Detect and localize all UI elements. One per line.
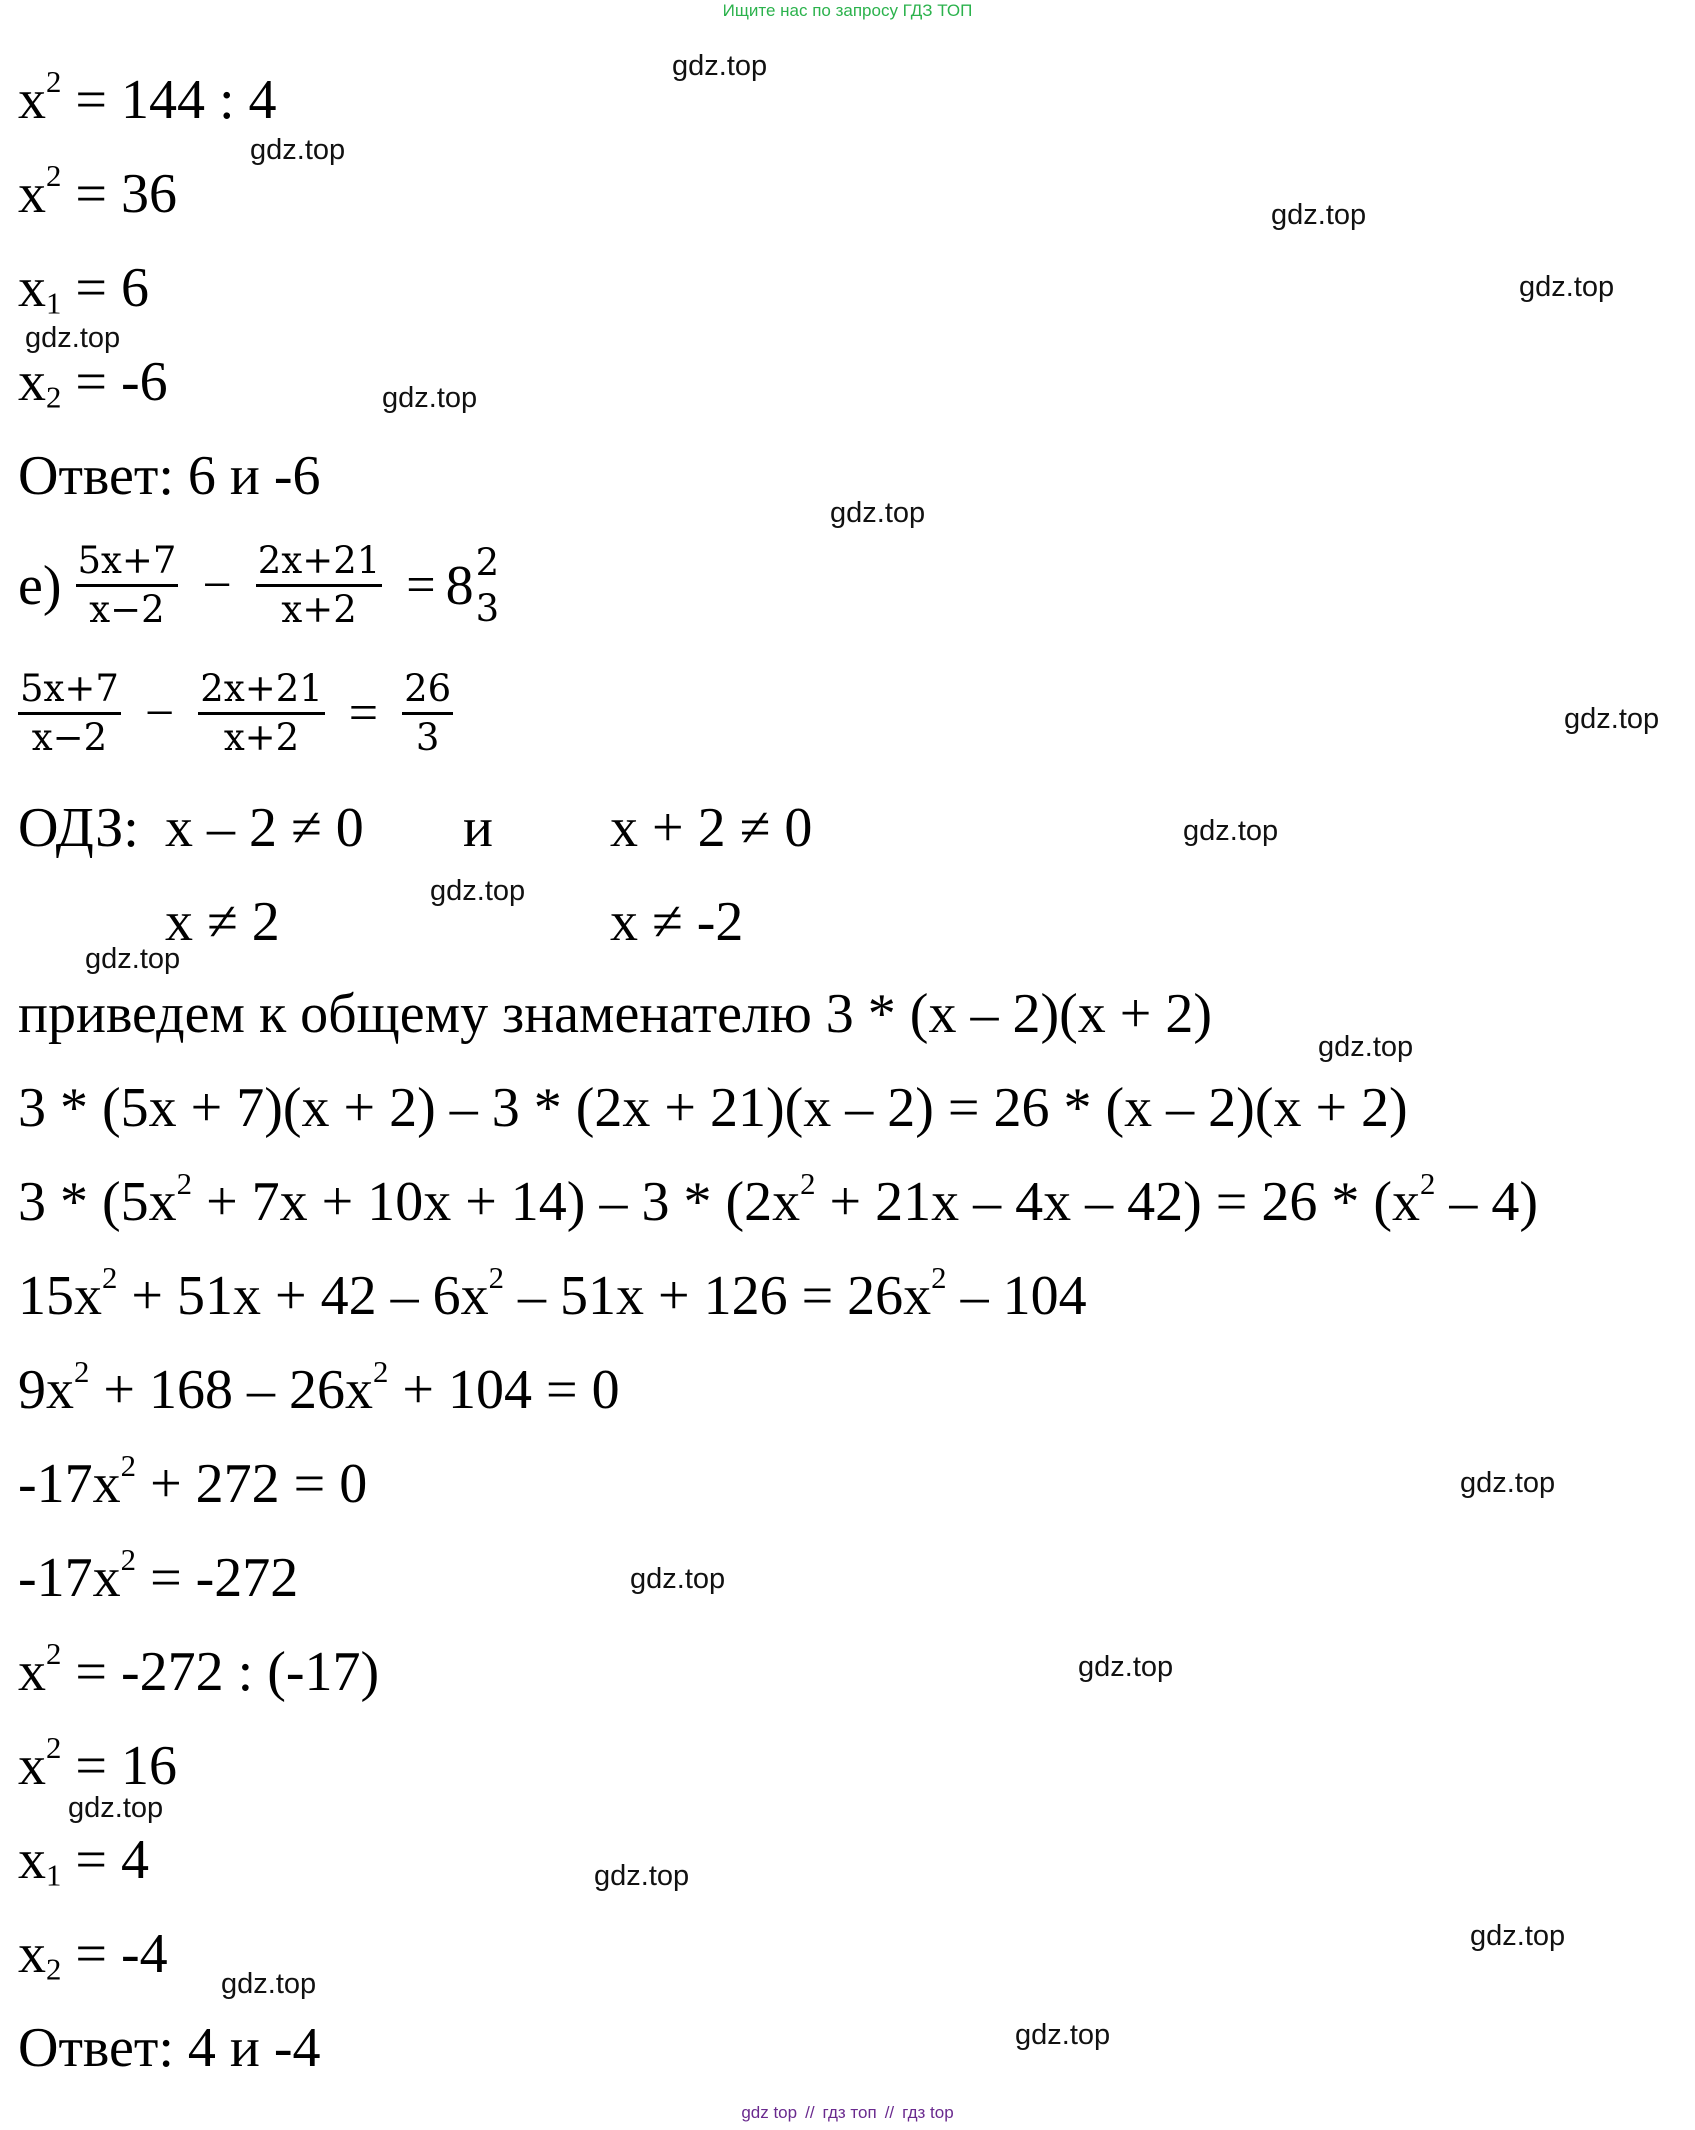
- exponent: 2: [800, 1166, 816, 1201]
- watermark: gdz.top: [85, 943, 181, 975]
- eq-line: [18, 257, 149, 321]
- odz-result-1: x ≠ 2: [165, 891, 280, 953]
- watermark: gdz.top: [594, 1860, 690, 1892]
- odz-condition-1: x – 2 ≠ 0: [165, 797, 364, 859]
- odz-condition-2: x + 2 ≠ 0: [610, 797, 813, 859]
- var: x: [18, 257, 46, 319]
- footer-separator: //: [805, 2103, 815, 2122]
- expr: = -4: [61, 1923, 168, 1985]
- var: x: [18, 351, 46, 413]
- eq-line: [18, 1166, 1539, 1233]
- eq-line: [18, 1542, 299, 1609]
- exponent: 2: [46, 64, 62, 99]
- expr: + 21x – 4x – 42) = 26 * (x: [815, 1171, 1420, 1233]
- expr: x: [18, 1735, 46, 1797]
- watermark: gdz.top: [382, 382, 478, 414]
- expr: + 272 = 0: [136, 1453, 368, 1515]
- subscript: 1: [46, 1858, 62, 1893]
- equals-sign: =: [406, 556, 436, 614]
- answer-d: Ответ: 6 и -6: [18, 445, 321, 507]
- exponent: 2: [120, 1448, 137, 1483]
- eq-line: [18, 64, 277, 131]
- watermark: gdz.top: [830, 497, 926, 529]
- exponent: 2: [46, 158, 62, 193]
- denominator: x+2: [223, 716, 300, 759]
- fraction-1: [18, 666, 121, 761]
- eq-line: [18, 1260, 1087, 1327]
- answer-e: Ответ: 4 и -4: [18, 2017, 321, 2079]
- exponent: 2: [373, 1354, 389, 1389]
- eq-line: [18, 351, 168, 415]
- exponent: 2: [120, 1542, 137, 1577]
- numerator: 2x+21: [198, 666, 325, 715]
- expr: + 168 – 26x: [89, 1359, 373, 1421]
- root-2: [18, 1923, 168, 1987]
- numerator: 26: [402, 666, 453, 715]
- exponent: 2: [488, 1260, 504, 1295]
- watermark: gdz.top: [1519, 271, 1615, 303]
- eq-line: [18, 1636, 380, 1703]
- minus-sign: −: [202, 556, 232, 614]
- watermark: gdz.top: [1183, 815, 1279, 847]
- fraction-2: [256, 538, 383, 633]
- watermark: gdz.top: [68, 1792, 164, 1824]
- var: x: [18, 1829, 46, 1891]
- fraction-1: [76, 538, 179, 633]
- exponent: 2: [74, 1354, 90, 1389]
- footer-link[interactable]: gdz top: [741, 2103, 798, 2122]
- expr: = -6: [61, 351, 168, 413]
- footer-link[interactable]: гдз top: [902, 2103, 954, 2122]
- footer-separator: //: [884, 2103, 895, 2122]
- var: x: [18, 163, 46, 225]
- expr: -17x: [18, 1453, 121, 1515]
- expr: -17x: [18, 1547, 121, 1609]
- watermark: gdz.top: [1470, 1920, 1566, 1952]
- fraction-2: [198, 666, 325, 761]
- numerator: 5x+7: [18, 666, 121, 715]
- footer-links: [0, 2102, 1695, 2124]
- numerator: 5x+7: [76, 538, 179, 587]
- expr: + 51x + 42 – 6x: [117, 1265, 489, 1327]
- expr: = 36: [61, 163, 177, 225]
- mixed-number: [446, 540, 502, 632]
- expr: + 7x + 10x + 14) – 3 * (2x: [192, 1171, 801, 1233]
- expr: – 104: [946, 1265, 1087, 1327]
- eq-line: [18, 1730, 177, 1797]
- part-label: е): [18, 554, 62, 617]
- minus-sign: −: [144, 684, 175, 742]
- watermark: gdz.top: [221, 1968, 317, 2000]
- watermark: gdz.top: [1564, 703, 1660, 735]
- watermark: gdz.top: [1460, 1467, 1556, 1499]
- denominator: 3: [475, 586, 500, 630]
- eq-line: 3 * (5x + 7)(x + 2) – 3 * (2x + 21)(x – 2) = 26 * (x – 2)(x + 2): [18, 1077, 1408, 1139]
- watermark: gdz.top: [672, 50, 768, 82]
- expr: – 4): [1435, 1171, 1539, 1233]
- exponent: 2: [46, 1730, 62, 1765]
- numerator: 2: [475, 540, 500, 584]
- expr: 15x: [18, 1265, 102, 1327]
- var: x: [18, 69, 46, 131]
- denominator: x+2: [281, 588, 357, 631]
- expr: + 104 = 0: [388, 1359, 620, 1421]
- expr: = 16: [61, 1735, 177, 1797]
- subscript: 1: [46, 286, 62, 321]
- exponent: 2: [102, 1260, 118, 1295]
- watermark: gdz.top: [25, 322, 121, 354]
- var: x: [18, 1923, 46, 1985]
- equals-sign: =: [348, 684, 379, 742]
- watermark: gdz.top: [1318, 1031, 1414, 1063]
- eq-header: [18, 538, 501, 633]
- watermark: gdz.top: [1015, 2019, 1111, 2051]
- eq-line: [18, 1448, 368, 1515]
- expr: = -272: [136, 1547, 299, 1609]
- common-denominator-text: приведем к общему знаменателю 3 * (x – 2)(x + 2): [18, 983, 1212, 1045]
- eq-line: [18, 158, 177, 225]
- expr: x: [18, 1641, 46, 1703]
- subscript: 2: [46, 380, 62, 415]
- denominator: x−2: [31, 716, 108, 759]
- odz-result-2: x ≠ -2: [610, 891, 744, 953]
- root-1: [18, 1829, 149, 1893]
- watermark: gdz.top: [250, 134, 346, 166]
- footer-link[interactable]: гдз топ: [822, 2103, 877, 2122]
- exponent: 2: [176, 1166, 193, 1201]
- eq-line: [18, 1354, 620, 1421]
- watermark: gdz.top: [430, 875, 526, 907]
- expr: = 4: [61, 1829, 149, 1891]
- expr: = 6: [61, 257, 149, 319]
- numerator: 2x+21: [256, 538, 383, 587]
- fraction-rhs: [402, 666, 453, 761]
- odz-and: и: [463, 797, 493, 859]
- exponent: 2: [1419, 1166, 1436, 1201]
- whole-part: 8: [445, 554, 474, 617]
- top-banner[interactable]: Ищите нас по запросу ГДЗ ТОП: [722, 1, 973, 20]
- exponent: 2: [46, 1636, 62, 1671]
- denominator: 3: [415, 716, 440, 759]
- expr: = -272 : (-17): [61, 1641, 380, 1703]
- subscript: 2: [46, 1952, 62, 1987]
- watermark: gdz.top: [1078, 1651, 1174, 1683]
- eq-fraction-line: [18, 666, 453, 761]
- expr: 3 * (5x: [18, 1171, 177, 1233]
- odz-label: ОДЗ:: [18, 797, 139, 859]
- exponent: 2: [931, 1260, 947, 1295]
- expr: = 144 : 4: [61, 69, 277, 131]
- expr: 9x: [18, 1359, 74, 1421]
- watermark: gdz.top: [630, 1563, 726, 1595]
- watermark: gdz.top: [1271, 199, 1367, 231]
- expr: – 51x + 126 = 26x: [503, 1265, 932, 1327]
- denominator: x−2: [89, 588, 165, 631]
